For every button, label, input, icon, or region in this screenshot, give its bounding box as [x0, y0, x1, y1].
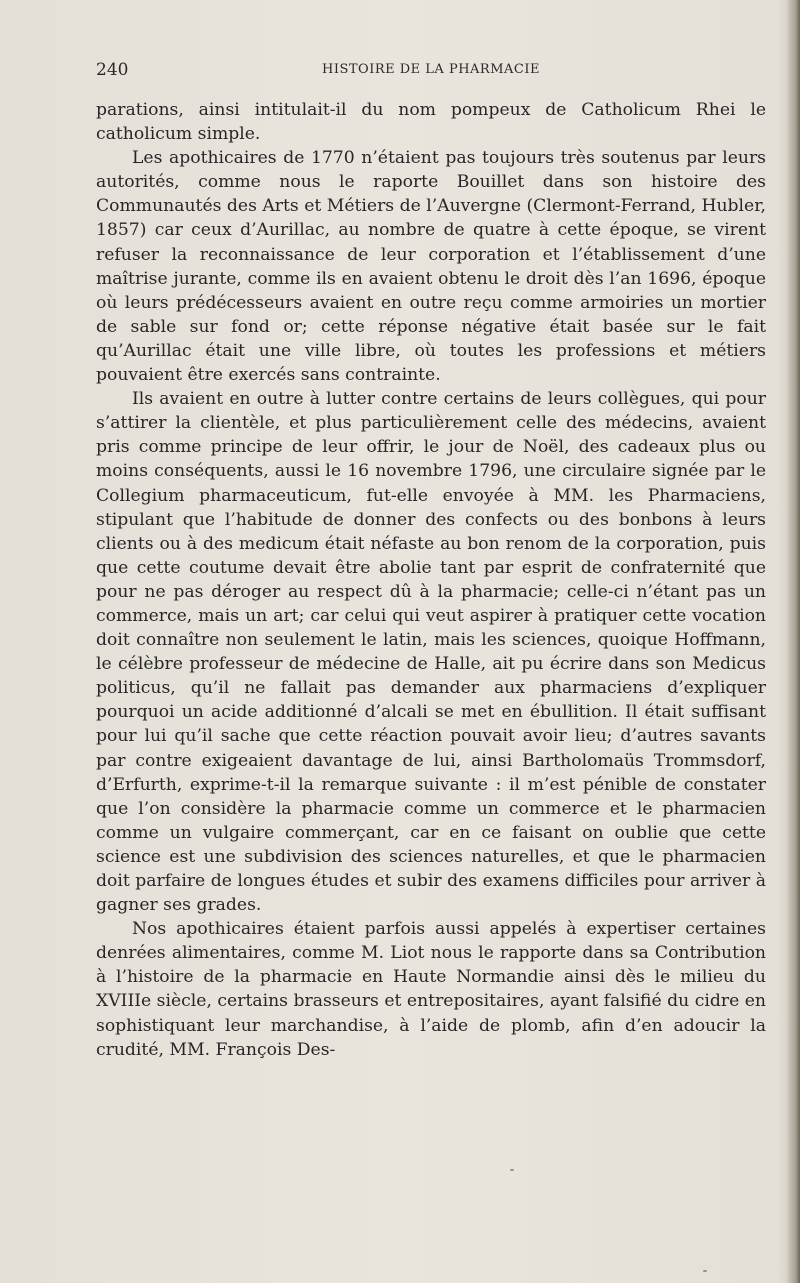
page-header — [96, 60, 766, 82]
page-edge-shadow — [786, 0, 800, 1283]
paragraph-3: Ils avaient en outre à lutter contre certains de leurs collègues, qui pour s’attirer la clientèle, et plus particulièrement celle des médecins, avaient pris comme principe de leur offrir, le jour de Noël, des cadeaux plus ou moins conséquents, aussi le 16 novembre 1796, une circulaire signée par le Collegium pharmaceuticum, fut-elle envoyée à MM. les Pharmaciens, stipulant que l’habitude de donner des confects ou des bonbons à leurs clients ou à des medicum était néfaste au bon renom de la corporation, puis que cette coutume devait être abolie tant par esprit de confraternité que pour ne pas déroger au respect dû à la pharmacie; celle-ci n’étant pas un commerce, mais un art; car celui qui veut aspirer à pratiquer cette vocation doit connaître non seulement le latin, mais les sciences, quoique Hoffmann, le célèbre professeur de médecine de Halle, ait pu écrire dans son Medicus politicus, qu’il ne fallait pas demander aux pharmaciens d’expliquer pourquoi un acide additionné d’alcali se met en ébullition. Il était suffisant pour lui qu’il sache que cette réaction pouvait avoir lieu; d’autres savants par contre exigeaient davantage de lui, ainsi Bartholomaüs Trommsdorf, d’Erfurth, exprime-t-il la remarque suivante : il m’est pénible de constater que l’on considère la pharmacie comme un commerce et le pharmacien comme un vulgaire commerçant, car en ce faisant on oublie que cette science est une subdivision des sciences naturelles, et que le pharmacien doit parfaire de longues études et subir des examens difficiles pour arriver à gagner ses grades. — [96, 389, 766, 916]
paper-speck — [510, 1169, 514, 1171]
running-title: HISTOIRE DE LA PHARMACIE — [322, 62, 540, 77]
page-number: 240 — [96, 60, 129, 80]
paragraph-4: Nos apothicaires étaient parfois aussi appelés à expertiser certaines denrées alimentaires, comme M. Liot nous le rapporte dans sa Contribution à l’histoire de la pharmacie en Haute Normandie ainsi dès le milieu du XVIIIe siècle, certains brasseurs et entrepositaires, ayant falsifié du cidre en sophistiquant leur marchandise, à l’aide de plomb, afin d’en adoucir la crudité, MM. François Des- — [96, 919, 766, 1060]
paper-speck — [703, 1270, 707, 1272]
body-text — [96, 98, 766, 1062]
paragraph-2: Les apothicaires de 1770 n’étaient pas toujours très soutenus par leurs autorités, comme nous le raporte Bouillet dans son histoire des Communautés des Arts et Métiers de l’Auvergne (Clermont-Ferrand, Hubler, 1857) car ceux d’Aurillac, au nombre de quatre à cette époque, se virent refuser la reconnaissance de leur corporation et l’établissement d’une maîtrise jurante, comme ils en avaient obtenu le droit dès l’an 1696, époque où leurs prédécesseurs avaient en outre reçu comme armoiries un mortier de sable sur fond or; cette réponse négative était basée sur le fait qu’Aurillac était une ville libre, où toutes les professions et métiers pouvaient être exercés sans contrainte. — [96, 148, 766, 386]
paragraph-1: parations, ainsi intitulait-il du nom pompeux de Catholicum Rhei le catholicum simple. — [96, 100, 766, 145]
